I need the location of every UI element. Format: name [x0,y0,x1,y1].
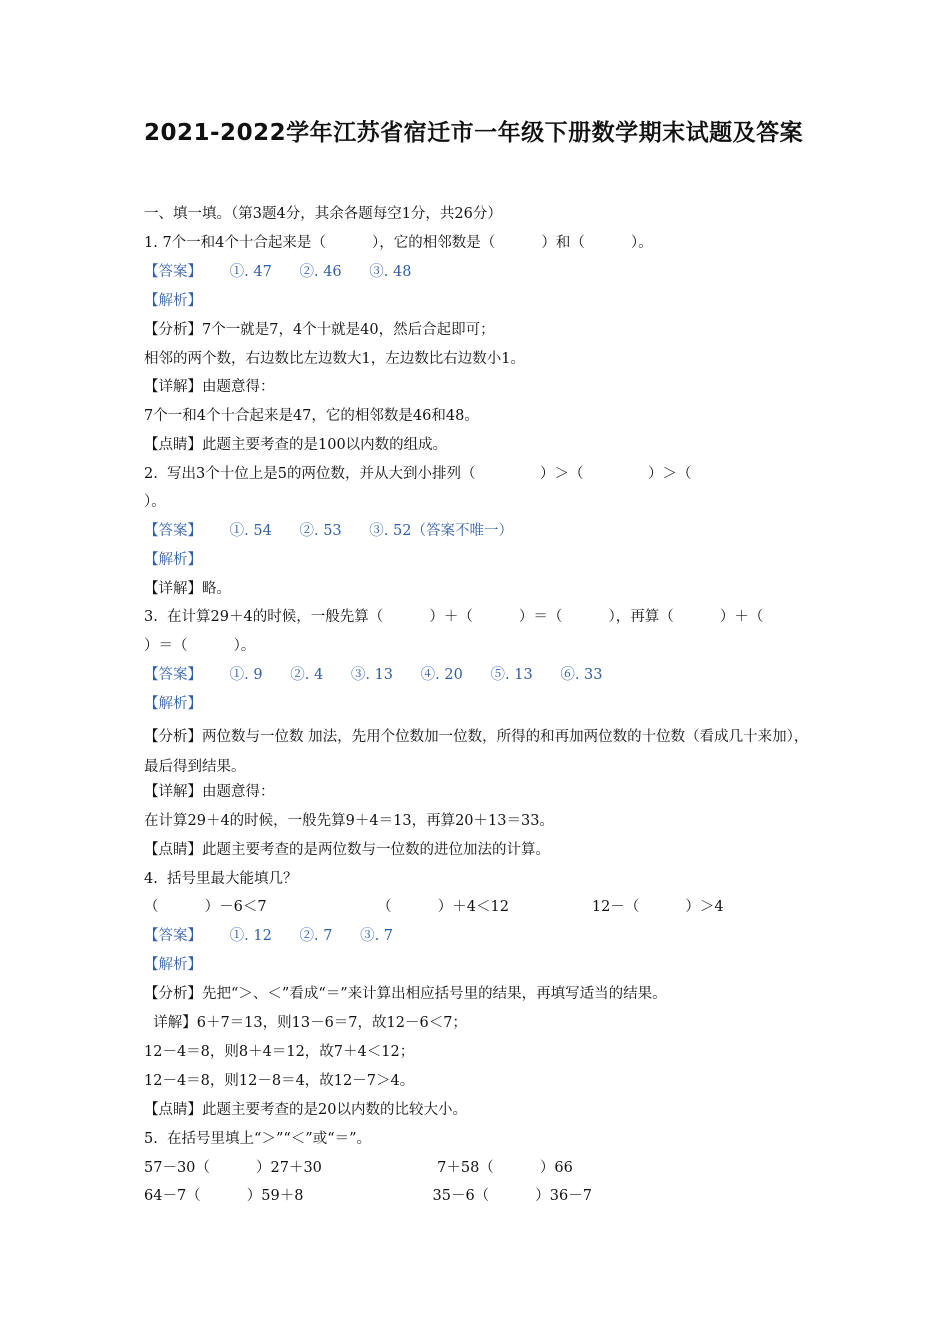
detail-4-a: 详解】6＋7＝13，则13－6＝7，故12－6＜7； [144,1015,467,1031]
question-5-row-2: 64－7（ ）59＋8 35－6（ ）36－7 [144,1188,592,1204]
note-1: 【点睛】此题主要考查的是100以内数的组成。 [144,437,448,453]
section-heading: 一、填一填。（第3题4分，其余各题每空1分，共26分） [144,206,502,222]
question-4: 4. 括号里最大能填几？ [144,871,298,887]
question-5: 5. 在括号里填上“＞”“＜”或“＝”。 [144,1131,372,1147]
analysis-1: 【分析】7个一就是7，4个十就是40，然后合起即可； [144,322,495,338]
question-3: 3. 在计算29＋4的时候，一般先算（ ）＋（ ）＝（ ），再算（ ）＋（ [144,609,764,625]
analysis-label-1: 【解析】 [144,293,202,309]
detail-3-label: 【详解】由题意得： [144,784,275,800]
answer-1: 【答案】 ①. 47 ②. 46 ③. 48 [144,264,412,280]
question-4-items: （ ）－6＜7 （ ）＋4＜12 12－（ ）＞4 [144,899,724,915]
detail-3: 在计算29＋4的时候，一般先算9＋4＝13，再算20＋13＝33。 [144,813,554,829]
question-3-cont: ）＝（ ）。 [144,638,256,654]
analysis-label-2: 【解析】 [144,552,202,568]
answer-2: 【答案】 ①. 54 ②. 53 ③. 52（答案不唯一） [144,523,513,539]
detail-1: 7个一和4个十合起来是47，它的相邻数是46和48。 [144,408,479,424]
question-2-cont: ）。 [144,494,166,510]
question-1: 1. 7个一和4个十合起来是（ ），它的相邻数是（ ）和（ ）。 [144,235,653,251]
document-title: 2021-2022学年江苏省宿迁市一年级下册数学期末试题及答案 [144,120,804,146]
answer-4: 【答案】 ①. 12 ②. 7 ③. 7 [144,928,394,944]
detail-4-b: 12－4＝8，则8＋4＝12，故7＋4＜12； [144,1044,415,1060]
answer-3: 【答案】 ①. 9 ②. 4 ③. 13 ④. 20 ⑤. 13 ⑥. 33 [144,667,603,683]
question-5-row-1: 57－30（ ）27＋30 7＋58（ ）66 [144,1160,573,1176]
analysis-4: 【分析】先把“＞、＜”看成“＝”来计算出相应括号里的结果，再填写适当的结果。 [144,986,667,1002]
detail-4-c: 12－4＝8，则12－8＝4，故12－7＞4。 [144,1073,415,1089]
analysis-label-4: 【解析】 [144,957,202,973]
analysis-1-cont: 相邻的两个数，右边数比左边数大1，左边数比右边数小1。 [144,351,525,367]
note-3: 【点睛】此题主要考查的是两位数与一位数的进位加法的计算。 [144,842,550,858]
analysis-label-3: 【解析】 [144,696,202,712]
question-2: 2. 写出3个十位上是5的两位数，并从大到小排列（ ）＞（ ）＞（ [144,466,692,482]
analysis-3: 【分析】两位数与一位数 加法，先用个位数加一位数，所得的和再加两位数的十位数（看成几十来加），最后得到结果。 [144,729,809,775]
detail-1-label: 【详解】由题意得： [144,379,275,395]
detail-2: 【详解】略。 [144,581,231,597]
note-4: 【点睛】此题主要考查的是20以内数的比较大小。 [144,1102,467,1118]
